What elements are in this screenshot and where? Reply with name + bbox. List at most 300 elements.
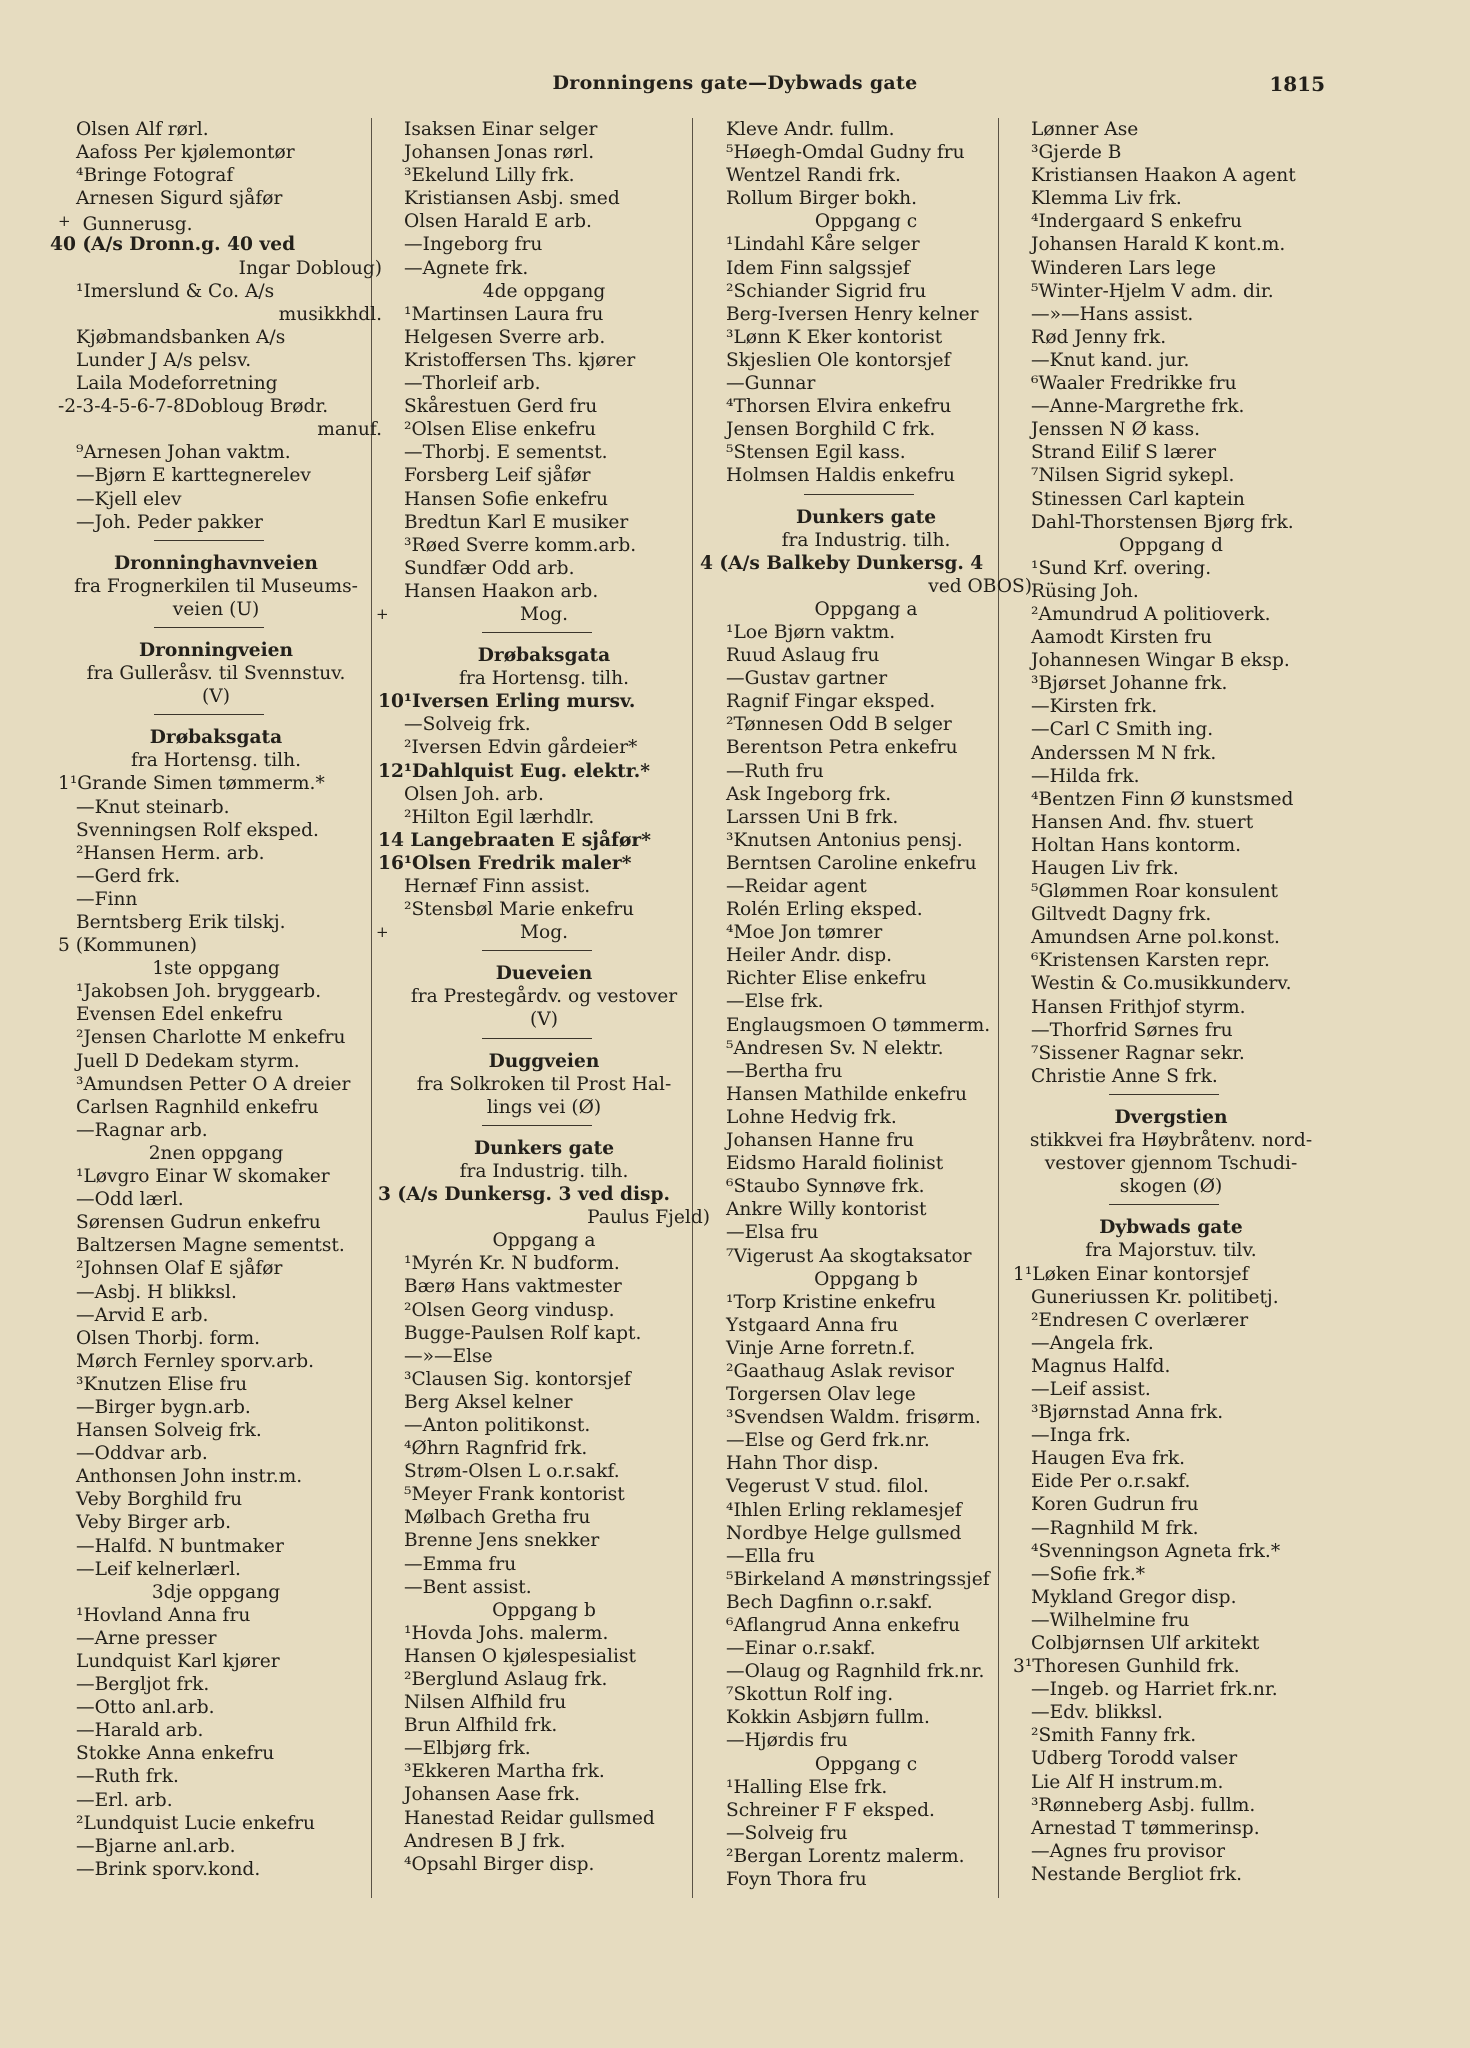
section-divider [50,708,382,722]
directory-entry [700,1475,1032,1498]
directory-entry [700,1545,1032,1568]
directory-entry [50,1026,382,1049]
section-note [378,921,710,944]
entry-text: —Thorfrid Sørnes fru [1031,1019,1233,1041]
entry-text: ²Tønnesen Odd B selger [726,714,952,736]
directory-entry [378,690,710,713]
directory-entry [50,1050,382,1073]
directory-entry [378,164,710,187]
directory-entry [378,829,710,852]
directory-entry [1005,118,1337,141]
directory-entry [1005,326,1337,349]
directory-entry [378,1460,710,1483]
directory-entry [50,418,382,441]
directory-entry [700,1291,1032,1314]
section-note [50,662,382,685]
directory-entry [378,1622,710,1645]
directory-entry [700,1845,1032,1868]
directory-entry [50,233,382,256]
directory-entry [1005,1065,1337,1088]
entry-text: Ingar Dobloug) [238,257,382,279]
entry-text: ³Ekkeren Martha frk. [404,1761,605,1783]
entry-text: 3¹Thoresen Gunhild frk. [1013,1656,1240,1678]
directory-entry [700,303,1032,326]
entry-text: —»—Else [404,1345,493,1367]
section-note [378,1160,710,1183]
entry-text: fra Industrig. tilh. [459,1160,629,1182]
entry-text: ²Lundquist Lucie enkefru [76,1812,315,1834]
entry-text: ¹Jakobsen Joh. bryggearb. [76,981,322,1003]
directory-entry [50,1281,382,1304]
directory-entry [50,141,382,164]
entry-text: ⁷Skottun Rolf ing. [726,1684,894,1706]
directory-entry [1005,1493,1337,1516]
entry-text: Hansen Mathilde enkefru [726,1083,967,1105]
section-divider [700,488,1032,502]
entry-text: Olsen Harald E arb. [404,211,592,233]
entry-text: ⁶Aflangrud Anna enkefru [726,1615,960,1636]
entry-text: —Edv. blikksl. [1031,1702,1163,1724]
directory-entry [1005,1701,1337,1724]
section-note [50,1581,382,1604]
directory-entry [700,464,1032,487]
section-note [378,603,710,626]
entry-text: ⁴Moe Jon tømrer [726,922,883,944]
directory-entry [378,326,710,349]
directory-entry [50,865,382,888]
section-divider [1005,1198,1337,1212]
entry-text: Bredtun Karl E musiker [404,511,629,533]
entry-text: —Gustav gartner [726,668,888,690]
entry-text: Bærø Hans vaktmester [404,1276,622,1298]
directory-entry [50,1858,382,1881]
directory-entry [700,1706,1032,1729]
entry-text: ²Hansen Herm. arb. [76,842,265,864]
section-note [700,598,1032,621]
directory-entry [700,257,1032,280]
entry-text: Nordbye Helge gullsmed [726,1522,962,1544]
directory-entry [50,1812,382,1835]
entry-text: ¹Sund Krf. overing. [1031,557,1212,579]
street-heading [1005,1102,1337,1129]
entry-text: veien (U) [172,598,260,620]
entry-text: fra Hortensg. tilh. [130,750,302,772]
directory-entry [50,1604,382,1627]
entry-text: Nestande Bergliot frk. [1031,1863,1243,1885]
directory-entry [700,118,1032,141]
entry-text: —Ingeborg fru [404,234,543,256]
directory-entry [50,888,382,911]
directory-entry [1005,1817,1337,1840]
entry-text: Idem Finn salgssjef [726,257,910,279]
entry-text: —Ella fru [726,1545,815,1567]
entry-text: —Else frk. [726,991,824,1013]
entry-text: ³Clausen Sig. kontorsjef [404,1368,631,1390]
running-title: Dronningens gate—Dybwads gate [552,72,918,94]
directory-entry [50,1442,382,1465]
directory-entry [50,1719,382,1742]
entry-text: —»—Hans assist. [1031,303,1194,325]
entry-text: Stinessen Carl kaptein [1031,488,1245,510]
directory-entry [378,1853,710,1876]
entry-text: —Kirsten frk. [1031,696,1158,718]
directory-entry [50,511,382,534]
directory-entry [700,898,1032,921]
directory-entry [1005,1840,1337,1863]
directory-entry [378,1322,710,1345]
entry-text: ²Gaathaug Aslak revisor [726,1360,954,1382]
entry-text: 14 Langebraaten E sjåfør* [378,829,651,851]
entry-text: —Asbj. H blikksl. [76,1281,237,1303]
directory-entry [378,1529,710,1552]
entry-text: ²Olsen Elise enkefru [404,419,596,441]
directory-entry [1005,1332,1337,1355]
entry-text: ⁶Staubo Synnøve frk. [726,1176,925,1198]
entry-text: Rollum Birger bokh. [726,188,918,210]
entry-text: —Elbjørg frk. [404,1738,531,1760]
entry-text: Nilsen Alfhild fru [404,1692,567,1714]
directory-entry [700,395,1032,418]
directory-entry [50,372,382,395]
entry-text: Ragnif Fingar eksped. [726,691,936,713]
directory-entry [700,990,1032,1013]
directory-entry [1005,1517,1337,1540]
directory-entry [50,1650,382,1673]
entry-text: —Bent assist. [404,1576,532,1598]
directory-entry [1005,1263,1337,1286]
section-note [378,667,710,690]
entry-text: Anthonsen John instr.m. [76,1466,303,1488]
entry-text: ¹Hovda Johs. malerm. [404,1622,609,1644]
entry-text: —Bjarne anl.arb. [76,1835,236,1857]
directory-entry [378,372,710,395]
entry-text: Dronningveien [139,639,293,661]
entry-text: Mog. [519,603,569,625]
directory-entry [700,326,1032,349]
directory-entry [50,1558,382,1581]
entry-text: Hansen Haakon arb. [404,580,599,602]
entry-text: Eidsmo Harald fiolinist [726,1153,944,1175]
street-heading [50,635,382,662]
directory-entry [700,667,1032,690]
section-note [378,1096,710,1119]
entry-text: ³Røed Sverre komm.arb. [404,534,637,556]
entry-text: ⁴Svenningson Agneta frk.* [1031,1540,1281,1562]
entry-text: skogen (Ø) [1119,1176,1223,1198]
section-note [1005,534,1337,557]
directory-entry [700,349,1032,372]
directory-entry [378,1252,710,1275]
entry-text: ⁵Glømmen Roar konsulent [1031,881,1279,903]
directory-entry [50,1327,382,1350]
directory-entry [700,1406,1032,1429]
entry-text: ²Smith Fanny frk. [1031,1725,1197,1747]
entry-text: Kokkin Asbjørn fullm. [726,1707,930,1729]
directory-entry [50,1627,382,1650]
directory-entry [1005,1609,1337,1632]
directory-entry [378,1437,710,1460]
entry-text: Haugen Eva frk. [1031,1448,1186,1470]
directory-entry [700,1660,1032,1683]
entry-text: Foyn Thora fru [726,1869,867,1891]
entry-text: —Einar o.r.sakf. [726,1638,876,1660]
directory-entry [378,580,710,603]
section-divider [378,1119,710,1133]
entry-text: Laila Modeforretning [76,373,278,395]
directory-entry [1005,280,1337,303]
directory-entry [50,1096,382,1119]
entry-text: Paulus Fjeld) [587,1207,710,1229]
entry-text: fra Majorstuv. tilv. [1085,1240,1257,1262]
directory-entry [50,1234,382,1257]
entry-text: Haugen Liv frk. [1031,858,1179,879]
entry-text: Hansen O kjølespesialist [404,1645,636,1667]
directory-entry [378,1506,710,1529]
entry-text: Hansen Solveig frk. [76,1420,262,1442]
entry-text: —Birger bygn.arb. [76,1396,251,1418]
directory-entry [378,1275,710,1298]
entry-text: 1ste oppgang [152,958,280,980]
entry-text: fra Solkroken til Prost Hal- [416,1073,672,1095]
entry-text: 40 (A/s Dronn.g. 40 ved [50,234,296,256]
entry-text: ⁴Thorsen Elvira enkefru [726,396,952,418]
entry-text: Magnus Halfd. [1031,1355,1171,1377]
entry-text: —Solveig frk. [404,714,531,736]
directory-entry [378,1576,710,1599]
entry-text: -2-3-4-5-6-7-8Dobloug Brødr. [58,396,329,418]
directory-entry [378,534,710,557]
directory-entry [1005,303,1337,326]
entry-text: Strand Eilif S lærer [1031,442,1217,464]
directory-entry [700,1221,1032,1244]
entry-text: ⁴Ihlen Erling reklamesjef [726,1499,962,1521]
directory-entry [378,713,710,736]
entry-text: —Brink sporv.kond. [76,1858,261,1880]
directory-entry [700,141,1032,164]
entry-text: ⁴Indergaard S enkefru [1031,211,1242,233]
entry-text: ¹Løvgro Einar W skomaker [76,1166,330,1188]
entry-text: ²Schiander Sigrid fru [726,280,927,302]
directory-entry [378,488,710,511]
entry-text: —Harald arb. [76,1720,204,1742]
entry-text: Giltvedt Dagny frk. [1031,904,1212,926]
page-number: 1815 [1269,72,1325,96]
entry-text: ³Rønneberg Asbj. fullm. [1031,1794,1256,1816]
entry-text: 10¹Iversen Erling mursv. [378,691,636,713]
entry-text: ⁶Kristensen Karsten repr. [1031,950,1270,972]
directory-entry [1005,1747,1337,1770]
directory-entry [378,187,710,210]
entry-text: —Sofie frk.* [1031,1563,1146,1585]
entry-text: ⁷Nilsen Sigrid sykepl. [1031,465,1235,487]
entry-text: ⁵Andresen Sv. N elektr. [726,1037,944,1059]
directory-entry [378,141,710,164]
directory-entry [50,1304,382,1327]
directory-entry [1005,695,1337,718]
directory-entry [700,280,1032,303]
directory-column-1 [50,118,382,1881]
entry-text: ⁷Vigerust Aa skogtaksator [726,1245,972,1267]
entry-text: (V) [202,686,230,708]
entry-text: Berntsberg Erik tilskj. [76,912,286,933]
entry-text: ²Hilton Egil lærhdlr. [404,806,595,828]
directory-entry [50,796,382,819]
entry-text: Berntsen Caroline enkefru [726,852,977,874]
entry-text: Ystgaard Anna fru [726,1314,899,1336]
entry-text: —Finn [76,888,138,910]
entry-text: Ask Ingeborg frk. [726,783,892,805]
entry-text: Englaugsmoen O tømmerm. [726,1014,991,1036]
entry-text: —Else og Gerd frk.nr. [726,1430,930,1452]
entry-text: Westin & Co.musikkunderv. [1031,973,1292,995]
directory-entry [1005,164,1337,187]
directory-entry [378,1414,710,1437]
entry-text: —Agnes fru provisor [1031,1840,1226,1862]
directory-entry [50,1535,382,1558]
directory-entry [700,1152,1032,1175]
directory-entry [378,257,710,280]
directory-entry [700,1429,1032,1452]
section-note [50,598,382,621]
entry-text: Johansen Harald K kont.m. [1031,234,1286,256]
directory-entry [1005,418,1337,441]
entry-text: Baltzersen Magne sementst. [76,1235,345,1257]
directory-entry [50,1488,382,1511]
directory-entry [50,1350,382,1373]
directory-entry [1005,996,1337,1019]
directory-entry [700,1129,1032,1152]
entry-text: Holtan Hans kontorm. [1031,834,1242,856]
entry-text: Sørensen Gudrun enkefru [76,1212,321,1234]
entry-text: fra Gulleråsv. til Svennstuv. [86,663,346,685]
directory-entry [50,772,382,795]
entry-text: Berentson Petra enkefru [726,737,958,759]
directory-entry [1005,210,1337,233]
entry-text: 12¹Dahlquist Eug. elektr.* [378,760,651,782]
entry-text: Aamodt Kirsten fru [1031,627,1212,649]
entry-text: Jensen Borghild C frk. [726,419,936,441]
entry-text: Oppgang a [492,1230,596,1252]
entry-text: Amundsen Arne pol.konst. [1031,927,1280,949]
section-note [1005,1152,1337,1175]
directory-entry [700,164,1032,187]
entry-text: Schreiner F F eksped. [726,1799,935,1821]
directory-entry [1005,1019,1337,1042]
directory-column-3 [700,118,1032,1891]
entry-text: Skjeslien Ole kontorsjef [726,349,951,371]
entry-text: Strøm-Olsen L o.r.sakf. [404,1461,620,1483]
directory-entry [50,395,382,418]
directory-entry [700,944,1032,967]
entry-text: ¹Myrén Kr. N budform. [404,1253,620,1275]
entry-text: 4 (A/s Balkeby Dunkersg. 4 [700,552,984,574]
entry-text: ²Endresen C overlærer [1031,1309,1249,1331]
directory-entry [1005,1632,1337,1655]
section-note [700,1753,1032,1776]
entry-text: Oppgang c [814,211,918,233]
entry-text: 3dje oppgang [151,1581,281,1603]
directory-entry [378,1830,710,1853]
directory-column-2 [378,118,710,1876]
entry-text: fra Frognerkilen til Museums- [74,575,358,597]
directory-entry [1005,557,1337,580]
entry-text: —Halfd. N buntmaker [76,1535,284,1557]
directory-entry [700,760,1032,783]
directory-entry [700,967,1032,990]
street-heading [50,722,382,749]
directory-entry [700,441,1032,464]
directory-entry [700,1314,1032,1337]
entry-text: Koren Gudrun fru [1031,1494,1199,1516]
directory-entry [1005,903,1337,926]
section-note [50,575,382,598]
entry-text: Colbjørnsen Ulf arkitekt [1031,1633,1260,1654]
section-note [378,1599,710,1622]
directory-entry [1005,511,1337,534]
entry-text: Hernæf Finn assist. [404,876,591,897]
directory-entry [1005,742,1337,765]
entry-text: ²Stensbøl Marie enkefru [404,899,635,921]
directory-entry [1005,811,1337,834]
directory-entry [700,1337,1032,1360]
entry-text: 1¹Grande Simen tømmerm.* [58,773,325,795]
directory-entry [1005,349,1337,372]
directory-entry [700,1245,1032,1268]
street-heading [378,1046,710,1073]
entry-text: ²Olsen Georg vindusp. [404,1299,615,1321]
entry-text: ³Amundsen Petter O A dreier [76,1073,351,1095]
entry-text: ⁴Opsahl Birger disp. [404,1853,595,1875]
entry-text: Bech Dagfinn o.r.sakf. [726,1591,933,1613]
entry-text: —Kjell elev [76,488,182,510]
directory-entry [700,1175,1032,1198]
directory-entry [700,1776,1032,1799]
directory-entry [378,1760,710,1783]
directory-entry [1005,580,1337,603]
entry-text: —Hilda frk. [1031,765,1140,787]
directory-entry [700,783,1032,806]
entry-text: Johansen Aase frk. [404,1784,581,1806]
entry-text: Dahl-Thorstensen Bjørg frk. [1031,511,1294,533]
entry-text: —Elsa fru [726,1222,819,1244]
entry-text: Oppgang b [814,1268,918,1290]
section-note [700,210,1032,233]
entry-text: Wentzel Randi frk. [726,165,901,187]
entry-text: ²Johnsen Olaf E sjåfør [76,1258,283,1280]
cross-mark: + [376,604,389,623]
entry-text: Isaksen Einar selger [404,119,598,140]
directory-entry [700,187,1032,210]
entry-text: Evensen Edel enkefru [76,1004,283,1026]
entry-text: —Arvid E arb. [76,1304,209,1326]
entry-text: —Thorbj. E sementst. [404,442,608,464]
entry-text: —Otto anl.arb. [76,1697,215,1719]
directory-entry [378,1391,710,1414]
entry-text: Berg Aksel kelner [404,1391,573,1413]
entry-text: ⁵Stensen Egil kass. [726,442,906,464]
entry-text: Olsen Joh. arb. [404,783,544,805]
section-note [378,1008,710,1031]
directory-entry [50,1211,382,1234]
entry-text: ⁶Waaler Fredrikke fru [1031,373,1237,395]
directory-entry [378,1668,710,1691]
entry-text: ¹Martinsen Laura fru [404,303,604,325]
directory-entry [50,819,382,842]
directory-entry [50,1465,382,1488]
entry-text: —Olaug og Ragnhild frk.nr. [726,1661,985,1683]
entry-text: vestover gjennom Tschudi- [1044,1153,1298,1175]
entry-text: Hansen And. fhv. stuert [1031,811,1254,833]
